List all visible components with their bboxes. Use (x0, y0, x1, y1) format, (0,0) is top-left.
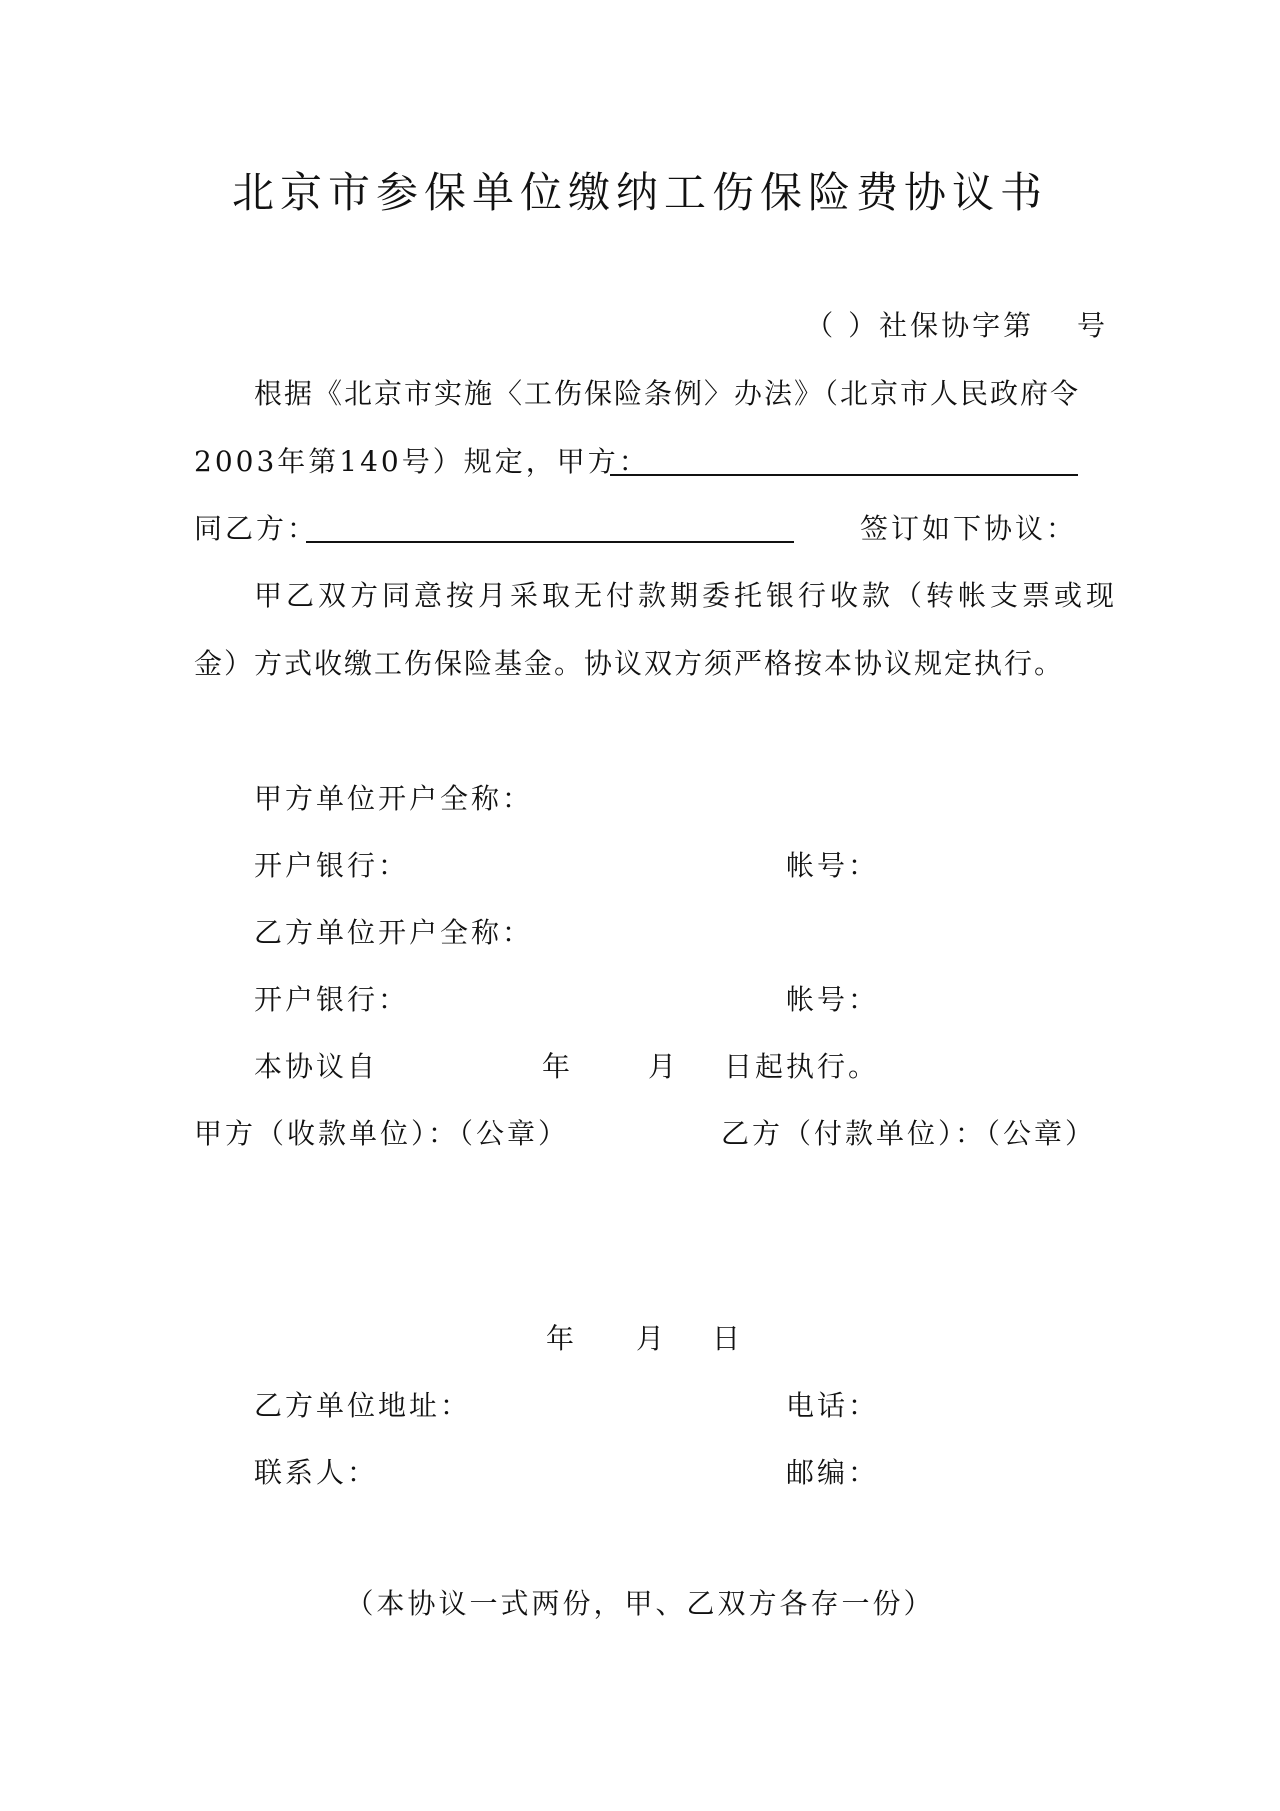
intro-line-3-prefix: 同乙方： (194, 512, 319, 545)
clause-line-1: 甲乙双方同意按月采取无付款期委托银行收款（转帐支票或现 (254, 579, 1119, 612)
party-b-name-field[interactable] (306, 541, 794, 543)
page-title: 北京市参保单位缴纳工伤保险费协议书 (231, 168, 1048, 217)
document-number: （ ）社保协字第 号 (805, 309, 1108, 342)
effective-date-prefix: 本协议自 (254, 1050, 379, 1083)
intro-line-3-suffix: 签订如下协议： (860, 512, 1078, 545)
effective-date-month: 月 (648, 1050, 680, 1083)
intro-line-1: 根据《北京市实施〈工伤保险条例〉办法》（北京市人民政府令 (254, 377, 1081, 410)
party-b-address-label: 乙方单位地址： (254, 1389, 472, 1422)
party-a-account-no-label: 帐号： (786, 849, 880, 882)
contact-person-label: 联系人： (254, 1456, 379, 1489)
party-b-signature: 乙方（付款单位）：（公章） (720, 1117, 1096, 1150)
sign-date-year: 年 (546, 1322, 578, 1355)
party-b-account-no-label: 帐号： (786, 983, 880, 1016)
party-b-bank-label: 开户银行： (254, 983, 410, 1016)
sign-date-day: 日 (712, 1322, 744, 1355)
clause-line-2: 金）方式收缴工伤保险基金。协议双方须严格按本协议规定执行。 (194, 647, 1065, 680)
party-b-account-name-label: 乙方单位开户全称： (254, 916, 534, 949)
footer-note: （本协议一式两份，甲、乙双方各存一份） (345, 1587, 935, 1620)
party-a-account-name-label: 甲方单位开户全称： (254, 782, 534, 815)
party-a-name-field[interactable] (610, 474, 1078, 476)
party-a-bank-label: 开户银行： (254, 849, 410, 882)
effective-date-year: 年 (542, 1050, 574, 1083)
party-a-signature: 甲方（收款单位）：（公章） (194, 1117, 570, 1150)
sign-date-month: 月 (636, 1322, 668, 1355)
intro-line-2: 2003年第140号）规定，甲方： (194, 445, 650, 478)
phone-label: 电话： (786, 1389, 880, 1422)
effective-date-suffix: 日起执行。 (724, 1050, 880, 1083)
postcode-label: 邮编： (786, 1456, 880, 1489)
